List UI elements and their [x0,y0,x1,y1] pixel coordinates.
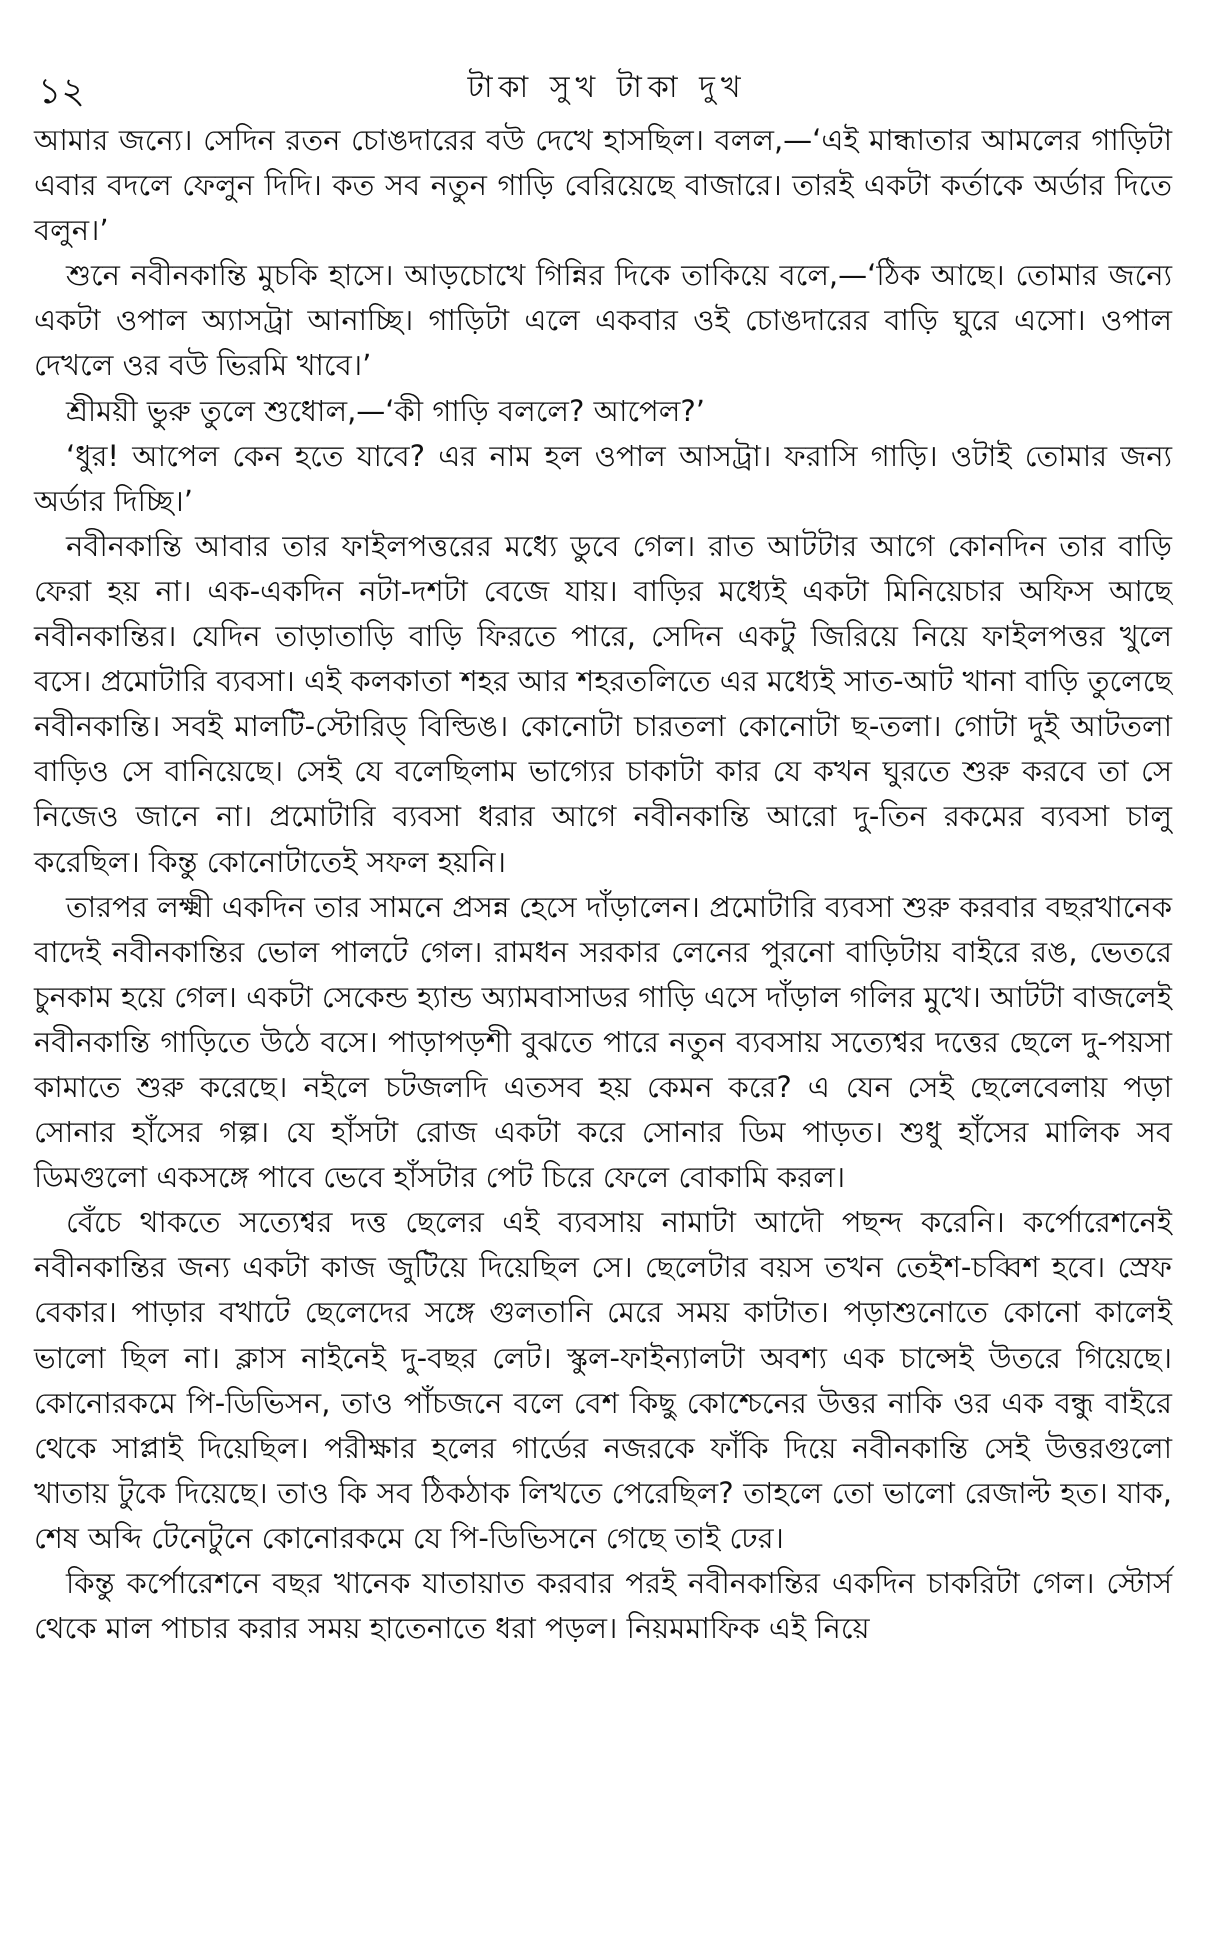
body-text [34,118,1172,1651]
paragraph: শুনে নবীনকান্তি মুচকি হাসে। আড়চোখে গিন্নির দিকে তাকিয়ে বলে,—‘ঠিক আছে। তোমার জন্যে একটা ওপাল অ্যাসট্রা আনাচ্ছি। গাড়িটা এলে একবার ওই চোঙদারের বাড়ি ঘুরে এসো। ওপাল দেখলে ওর বউ ভিরমি খাবে।’ [34,258,1172,383]
paragraph: আমার জন্যে। সেদিন রতন চোঙদারের বউ দেখে হাসছিল। বলল,—‘এই মান্ধাতার আমলের গাড়িটা এবার বদলে ফেলুন দিদি। কত সব নতুন গাড়ি বেরিয়েছে বাজারে। তারই একটা কর্তাকে অর্ডার দিতে বলুন।’ [34,123,1172,248]
paragraph: শ্রীময়ী ভুরু তুলে শুধোল,—‘কী গাড়ি বললে? আপেল?’ [66,393,705,428]
paragraph: ‘ধুর! আপেল কেন হতে যাবে? এর নাম হল ওপাল আসট্রা। ফরাসি গাড়ি। ওটাই তোমার জন্য অর্ডার দিচ্ছি।’ [34,438,1172,518]
paragraph: কিন্তু কর্পোরেশনে বছর খানেক যাতায়াত করবার পরই নবীনকান্তির একদিন চাকরিটা গেল। স্টোর্স থেকে মাল পাচার করার সময় হাতেনাতে ধরা পড়ল। নিয়মমাফিক এই নিয়ে [34,1566,1172,1646]
running-title: টাকা সুখ টাকা দুখ [467,70,747,105]
paragraph: বেঁচে থাকতে সত্যেশ্বর দত্ত ছেলের এই ব্যবসায় নামাটা আদৌ পছন্দ করেনি। কর্পোরেশনেই নবীনকান্তির জন্য একটা কাজ জুটিয়ে দিয়েছিল সে। ছেলেটার বয়স তখন তেইশ-চব্বিশ হবে। স্রেফ বেকার। পাড়ার বখাটে ছেলেদের সঙ্গে গুলতানি মেরে সময় কাটাত। পড়াশুনোতে কোনো কালেই ভালো ছিল না। ক্লাস নাইনেই দু-বছর লেট। স্কুল-ফাইন্যালটা অবশ্য এক চান্সেই উতরে গিয়েছে। কোনোরকমে পি-ডিভিসন, তাও পাঁচজনে বলে বেশ কিছু কোশ্চেনের উত্তর নাকি ওর এক বন্ধু বাইরে থেকে সাপ্লাই দিয়েছিল। পরীক্ষার হলের গার্ডের নজরকে ফাঁকি দিয়ে নবীনকান্তি সেই উত্তরগুলো খাতায় টুকে দিয়েছে। তাও কি সব ঠিকঠাক লিখতে পেরেছিল? তাহলে তো ভালো রেজাল্ট হত। যাক, শেষ অব্দি টেনেটুনে কোনোরকমে যে পি-ডিভিসনে গেছে তাই ঢের। [34,1205,1172,1555]
paragraph: তারপর লক্ষ্মী একদিন তার সামনে প্রসন্ন হেসে দাঁড়ালেন। প্রমোটারি ব্যবসা শুরু করবার বছরখানেক বাদেই নবীনকান্তির ভোল পালটে গেল। রামধন সরকার লেনের পুরনো বাড়িটায় বাইরে রঙ, ভেতরে চুনকাম হয়ে গেল। একটা সেকেন্ড হ্যান্ড অ্যামবাসাডর গাড়ি এসে দাঁড়াল গলির মুখে। আটটা বাজলেই নবীনকান্তি গাড়িতে উঠে বসে। পাড়াপড়শী বুঝতে পারে নতুন ব্যবসায় সত্যেশ্বর দত্তের ছেলে দু-পয়সা কামাতে শুরু করেছে। নইলে চটজলদি এতসব হয় কেমন করে? এ যেন সেই ছেলেবেলায় পড়া সোনার হাঁসের গল্প। যে হাঁসটা রোজ একটা করে সোনার ডিম পাড়ত। শুধু হাঁসের মালিক সব ডিমগুলো একসঙ্গে পাবে ভেবে হাঁসটার পেট চিরে ফেলে বোকামি করল। [34,889,1172,1195]
paragraph: নবীনকান্তি আবার তার ফাইলপত্তরের মধ্যে ডুবে গেল। রাত আটটার আগে কোনদিন তার বাড়ি ফেরা হয় না। এক-একদিন নটা-দশটা বেজে যায়। বাড়ির মধ্যেই একটা মিনিয়েচার অফিস আছে নবীনকান্তির। যেদিন তাড়াতাড়ি বাড়ি ফিরতে পারে, সেদিন একটু জিরিয়ে নিয়ে ফাইলপত্তর খুলে বসে। প্রমোটারি ব্যবসা। এই কলকাতা শহর আর শহরতলিতে এর মধ্যেই সাত-আট খানা বাড়ি তুলেছে নবীনকান্তি। সবই মালটি-স্টোরিড্ বিল্ডিঙ। কোনোটা চারতলা কোনোটা ছ-তলা। গোটা দুই আটতলা বাড়িও সে বানিয়েছে। সেই যে বলেছিলাম ভাগ্যের চাকাটা কার যে কখন ঘুরতে শুরু করবে তা সে নিজেও জানে না। প্রমোটারি ব্যবসা ধরার আগে নবীনকান্তি আরো দু-তিন রকমের ব্যবসা চালু করেছিল। কিন্তু কোনোটাতেই সফল হয়নি। [34,528,1172,879]
page-number: ১২ [38,71,85,112]
